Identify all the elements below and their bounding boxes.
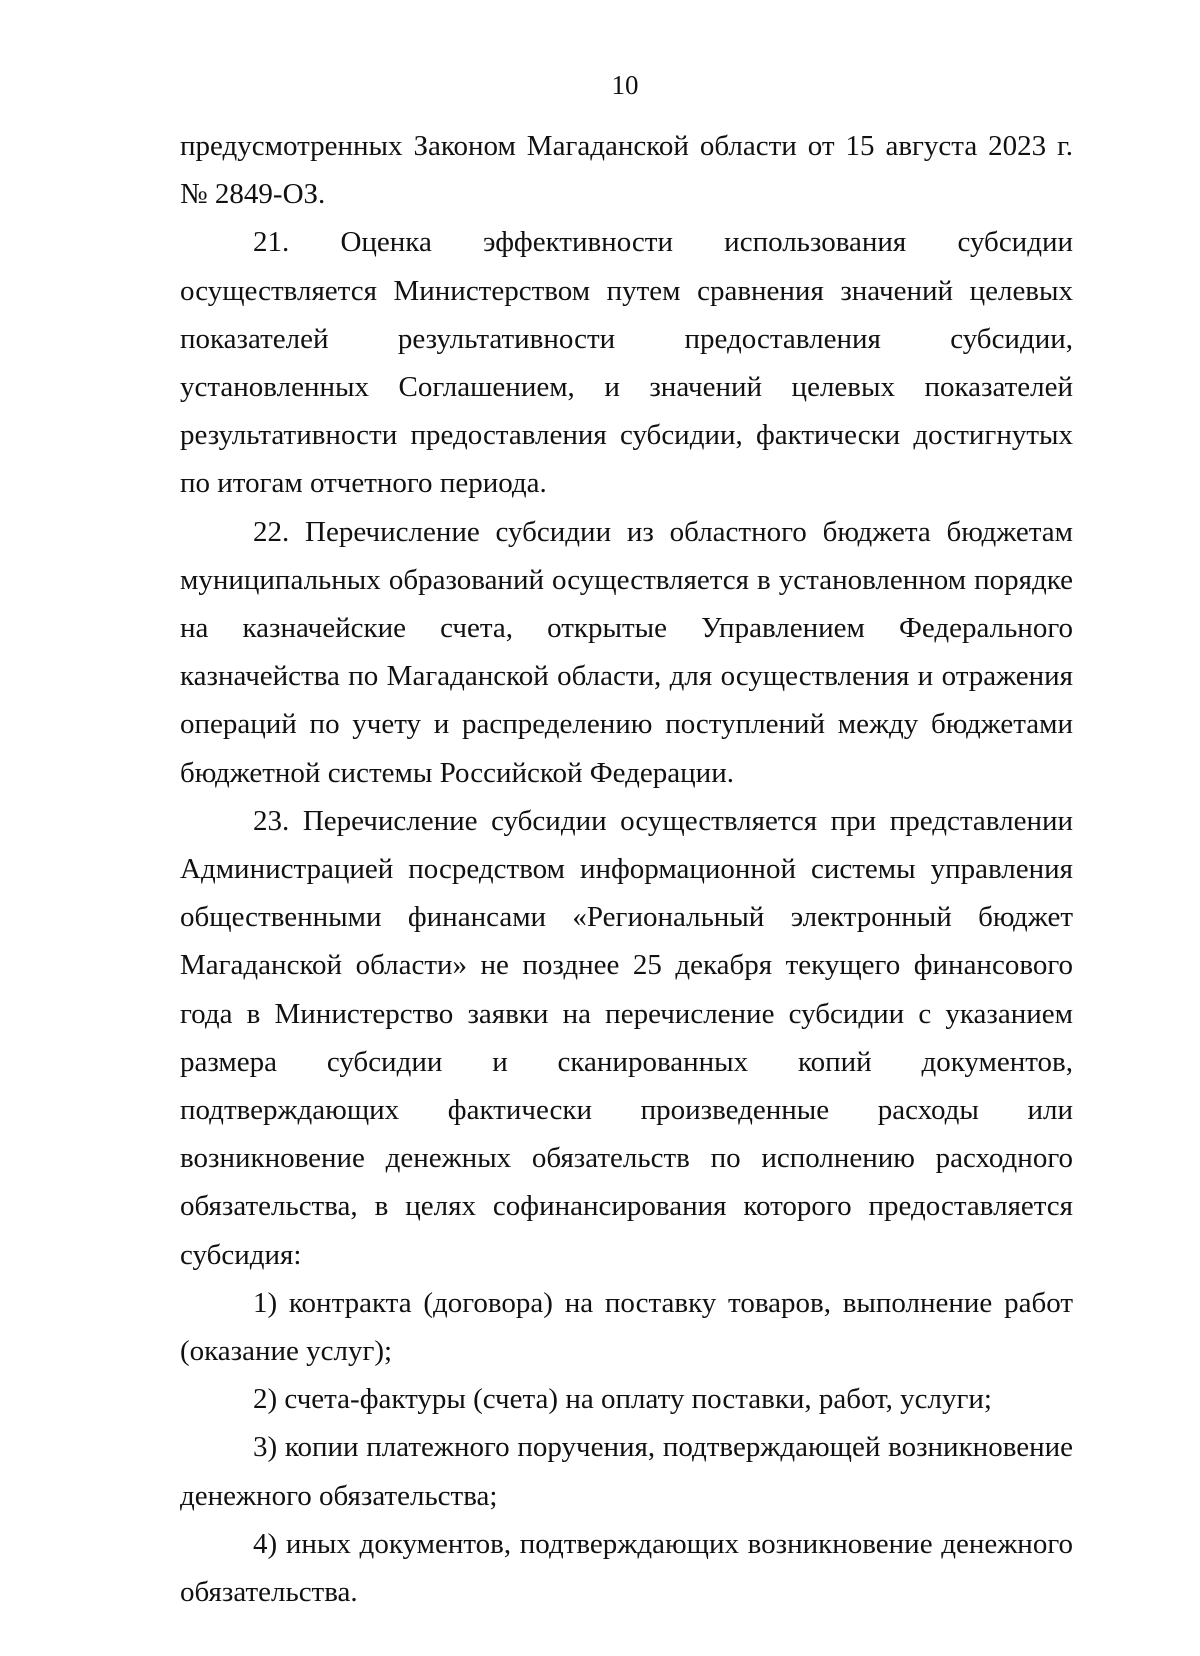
list-item-2 [180, 1375, 1073, 1423]
text-line: 1) контракта (договора) на поставку товаров, выполнение работ [253, 1286, 1073, 1319]
text-line: 4) иных документов, подтверждающих возникновение денежного [253, 1527, 1073, 1560]
text-line: общественными финансами «Региональный электронный бюджет [180, 901, 1073, 934]
text-line: муниципальных образований осуществляется в установленном порядке [180, 563, 1073, 596]
text-line: Министерством путем сравнения значений целевых показателей [180, 274, 1073, 355]
text-line: 22. Перечисление субсидии из областного бюджета бюджетам [253, 515, 1073, 548]
text-line: софинансирования которого предоставляется субсидия: [180, 1190, 1074, 1271]
text-line: предусмотренных Законом Магаданской области от 15 августа 2023 г. [180, 130, 1073, 162]
list-item-3 [180, 1423, 1073, 1519]
text-line: казначейства по Магаданской области, для осуществления и отражения [180, 660, 1073, 693]
paragraph-continuation [180, 122, 1073, 218]
text-line: в Министерство заявки на перечисление субсидии с указанием размера [180, 997, 1073, 1078]
text-line: денежного обязательства; [180, 1479, 498, 1512]
list-item-4 [180, 1520, 1073, 1616]
text-line: 21. Оценка эффективности использования субсидии осуществляется [180, 226, 1073, 307]
text-line: на казначейские счета, открытые Управлением Федерального [180, 612, 1073, 645]
document-body [180, 122, 1073, 1616]
text-line: № 2849-ОЗ. [180, 178, 326, 211]
text-line: 3) копии платежного поручения, подтверждающей возникновение [253, 1431, 1073, 1464]
text-line: 23. Перечисление субсидии осуществляется при представлении [253, 804, 1073, 837]
text-line: периода. [439, 467, 547, 500]
text-line: субсидии и сканированных копий документов, подтверждающих [180, 1045, 1073, 1127]
paragraph-22 [180, 508, 1073, 797]
text-line: Администрацией посредством информационной системы управления [180, 853, 1073, 886]
text-line: обязательств по исполнению расходного обязательства, в целях [180, 1142, 1073, 1223]
text-line: фактически произведенные расходы или возникновение денежных [180, 1094, 1074, 1175]
text-line: (оказание услуг); [180, 1335, 393, 1368]
text-line: результативности предоставления субсидии, установленных [180, 322, 1073, 404]
text-line: бюджетной системы Российской Федерации. [180, 756, 734, 789]
text-line: Соглашением, и значений целевых показателей результативности [180, 371, 1074, 452]
paragraph-23 [180, 797, 1073, 1279]
text-line: 2) счета-фактуры (счета) на оплату поставки, работ, услуги; [253, 1383, 992, 1416]
text-line: операций по учету и распределению поступлений между бюджетами [180, 708, 1073, 741]
list-item-1 [180, 1279, 1073, 1375]
page-number: 10 [611, 70, 639, 100]
text-line: обязательства. [180, 1576, 358, 1609]
text-line: Магаданской области» не позднее 25 декабря текущего финансового года [180, 949, 1073, 1030]
text-line: предоставления субсидии, фактически достигнутых по итогам отчетного [180, 419, 1074, 500]
paragraph-21 [180, 218, 1073, 507]
